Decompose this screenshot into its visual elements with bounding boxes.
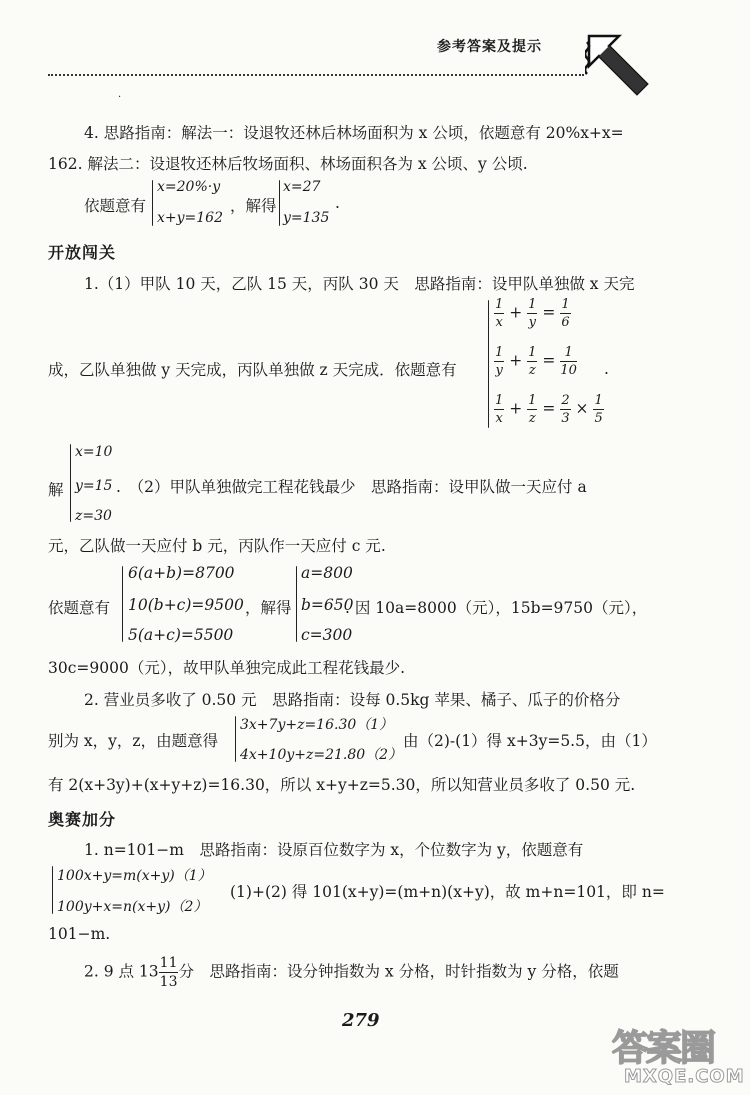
q1-part2: . （2）甲队单独做完工程花钱最少 思路指南：设甲队做一天应付 a bbox=[116, 478, 587, 496]
q1-because: . 因 10a=8000（元），15b=9750（元）， bbox=[345, 599, 648, 617]
q1-eq-end: . bbox=[604, 360, 609, 378]
q1-conclusion: 30c=9000（元），故甲队单独完成此工程花钱最少. bbox=[48, 659, 406, 677]
page-number: 279 bbox=[342, 1010, 380, 1031]
q1-solB1: a=800 bbox=[301, 564, 353, 582]
watermark-logo: 答案圈 bbox=[612, 1027, 715, 1069]
header-title: 参考答案及提示 bbox=[437, 39, 542, 55]
q2-line2-prefix: 别为 x，y，z，由题意得 bbox=[48, 732, 219, 750]
q2-line3: 有 2(x+3y)+(x+y+z)=16.30，所以 x+y+z=5.30，所以知营业员多收了 0.50 元. bbox=[48, 776, 636, 794]
q1-prefix2: 依题意有 bbox=[48, 599, 111, 617]
q1-sol-x: x=10 bbox=[75, 444, 113, 460]
q1-solB2: b=650 bbox=[301, 596, 354, 614]
q1-sysA1: 6(a+b)=8700 bbox=[128, 564, 235, 582]
p4-sys1-a: x=20%·y bbox=[157, 179, 221, 195]
section-olympiad-bonus: 奥赛加分 bbox=[48, 810, 117, 829]
p4-brace-2 bbox=[279, 180, 280, 226]
q1-eq3: $\frac{1}{x}$ + $\frac{1}{z}$ = $\frac{2}{3}$ × $\frac{1}{5}$ bbox=[495, 393, 603, 426]
q2-line2-suffix: 由（2)-(1）得 x+3y=5.5，由（1） bbox=[403, 732, 657, 750]
q3-sys2: 100y+x=n(x+y)（2） bbox=[57, 899, 208, 915]
q1-sol-z: z=30 bbox=[75, 508, 112, 524]
header-divider bbox=[48, 74, 584, 76]
q3-line1: 1. n=101−m 思路指南：设原百位数字为 x，个位数字为 y，依题意有 bbox=[84, 841, 584, 859]
p4-sys2-b: y=135 bbox=[283, 210, 330, 226]
p4-solve: ，解得 bbox=[230, 197, 277, 215]
q2-line1: 2. 营业员多收了 0.50 元 思路指南：设每 0.5kg 苹果、橘子、瓜子的价格分 bbox=[84, 691, 621, 709]
p4-brace-1 bbox=[152, 180, 153, 226]
q1-sysA3: 5(a+c)=5500 bbox=[128, 626, 234, 644]
q3-brace bbox=[52, 866, 53, 914]
p4-end: . bbox=[335, 194, 340, 212]
arrow-icon bbox=[585, 32, 665, 112]
q1-sol-y: y=15 bbox=[75, 478, 113, 494]
q4-suffix: 分 思路指南：设分钟指数为 x 分格，时针指数为 y 分格，依题 bbox=[178, 962, 619, 981]
q4-line bbox=[84, 956, 619, 989]
q1-eq2: $\frac{1}{y}$ + $\frac{1}{z}$ = $\frac{1}{10}$ bbox=[495, 345, 577, 378]
q4-fraction: $\frac{11}{13}$ bbox=[159, 955, 178, 990]
q1-brace-eqs bbox=[488, 300, 489, 428]
p4-sys1-b: x+y=162 bbox=[157, 210, 223, 226]
q2-sys2: 4x+10y+z=21.80（2） bbox=[240, 747, 403, 763]
p4-line1: 4. 思路指南：解法一：设退牧还林后林场面积为 x 公顷，依题意有 20%x+x= bbox=[84, 124, 624, 142]
q1-line-yuan: 元，乙队做一天应付 b 元，丙队作一天应付 c 元. bbox=[48, 537, 386, 555]
q3-line2-suffix: (1)+(2) 得 101(x+y)=(m+n)(x+y)，故 m+n=101，即 n= bbox=[230, 883, 665, 901]
p4-prefix: 依题意有 bbox=[84, 197, 147, 215]
section-open-challenge: 开放闯关 bbox=[48, 243, 117, 262]
p4-line2: 162. 解法二：设退牧还林后牧场面积、林场面积各为 x 公顷、y 公顷. bbox=[48, 155, 528, 173]
q1-brace-sysA bbox=[122, 566, 123, 642]
q3-sys1: 100x+y=m(x+y)（1） bbox=[57, 868, 212, 884]
q1-solB3: c=300 bbox=[301, 626, 353, 644]
q1-solve-prefix: 解 bbox=[48, 481, 64, 499]
watermark-url: MXQE.COM bbox=[624, 1066, 745, 1087]
q2-sys1: 3x+7y+z=16.30（1） bbox=[240, 717, 394, 733]
q1-sysA2: 10(b+c)=9500 bbox=[128, 596, 244, 614]
p4-sys2-a: x=27 bbox=[283, 179, 321, 195]
q1-brace-solution bbox=[70, 444, 71, 522]
q1-solve2: ，解得 bbox=[245, 599, 292, 617]
q3-line3: 101−m. bbox=[48, 925, 111, 943]
q1-eq1: $\frac{1}{x}$ + $\frac{1}{y}$ = $\frac{1}{6}$ bbox=[495, 297, 570, 330]
q1-line1: 1.（1）甲队 10 天，乙队 15 天，丙队 30 天 思路指南：设甲队单独做 x 天完 bbox=[84, 275, 635, 293]
q4-prefix: 2. 9 点 13 bbox=[84, 962, 159, 981]
stray-dot: · bbox=[118, 92, 122, 103]
q2-brace bbox=[235, 716, 236, 762]
q1-brace-solB bbox=[296, 566, 297, 642]
q1-line2: 成，乙队单独做 y 天完成，丙队单独做 z 天完成．依题意有 bbox=[48, 361, 457, 379]
